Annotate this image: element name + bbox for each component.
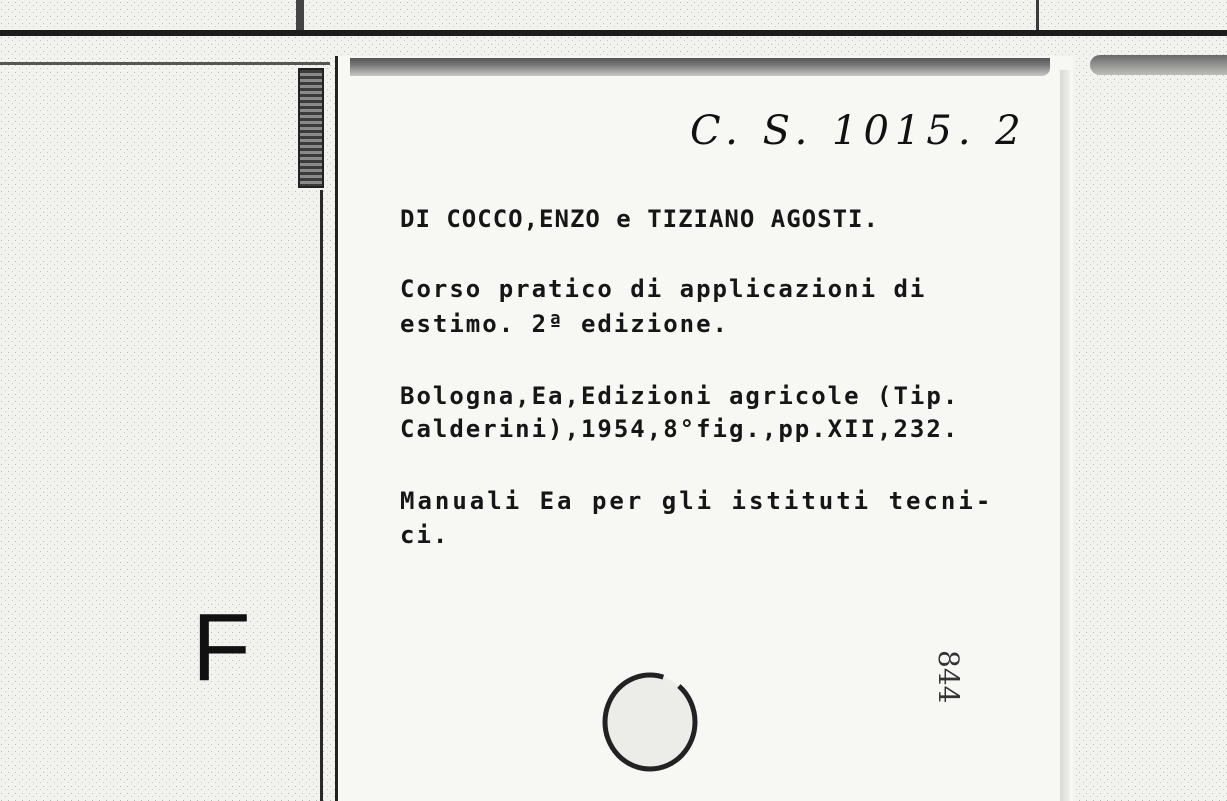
author-line: DI COCCO,ENZO e TIZIANO AGOSTI. (400, 205, 879, 233)
imprint-line-1: Bologna,Ea,Edizioni agricole (Tip. (400, 382, 960, 410)
drawer-rod (298, 68, 324, 188)
series-line-1: Manuali Ea per gli istituti tecni- (400, 487, 994, 515)
left-thin-rule (0, 62, 330, 65)
stamp-number: 844 (932, 650, 965, 704)
top-horizontal-rule (0, 30, 1227, 36)
series-line-2: ci. (400, 521, 450, 549)
left-vertical-rule (320, 190, 323, 801)
top-left-mark (296, 0, 304, 30)
card-top-edge (350, 58, 1050, 76)
card-right-edge (1060, 70, 1070, 801)
title-line-2: estimo. 2ª edizione. (400, 310, 729, 338)
shelf-letter: F (192, 594, 251, 701)
catalog-number: C. S. 1015. 2 (690, 108, 1027, 154)
right-edge-bar (1090, 55, 1227, 75)
punch-hole-icon (600, 672, 700, 772)
top-right-mark (1036, 0, 1039, 30)
imprint-line-2: Calderini),1954,8°fig.,pp.XII,232. (400, 415, 960, 443)
title-line-1: Corso pratico di applicazioni di (400, 275, 927, 303)
